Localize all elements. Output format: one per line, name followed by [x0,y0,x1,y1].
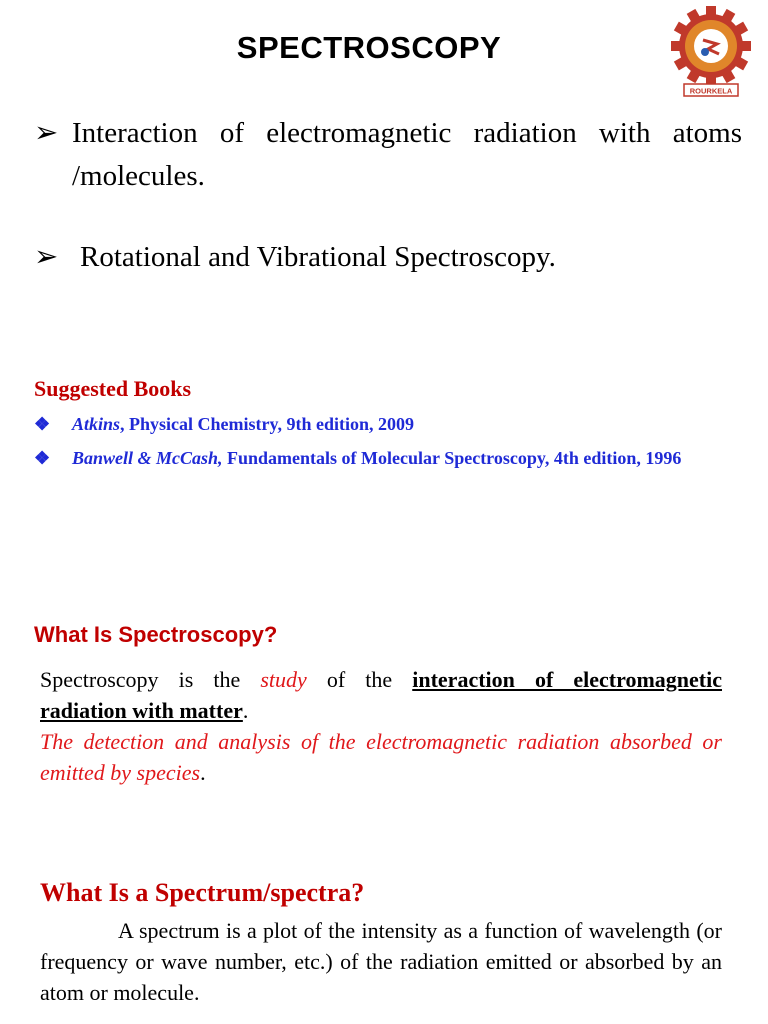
book-item-atkins [34,408,734,441]
diamond-bullet-icon: ❖ [34,448,51,468]
spectroscopy-definition [40,664,722,695]
detection-period: . [200,760,206,785]
bullet-text: Interaction of electromagnetic radiation with atoms /molecules. [72,117,742,192]
arrow-bullet-icon: ➢ [34,117,59,149]
bullet-text: Rotational and Vibrational Spectroscopy. [80,241,556,273]
definition-text: . [242,698,249,723]
definition-text: of the [306,667,413,692]
book-item-banwell [34,442,734,475]
detection-text: The detection and analysis of the electromagnetic radiation absorbed or emitted by species [40,729,722,785]
page-title: SPECTROSCOPY [236,30,502,65]
diamond-bullet-icon: ❖ [34,414,51,434]
book-title: Fundamentals of Molecular Spectroscopy, 4th edition, 1996 [222,448,682,468]
book-title: , Physical Chemistry, 9th edition, 2009 [120,414,415,434]
spectroscopy-detection [40,726,722,788]
definition-text: Spectroscopy is the [40,667,261,692]
definition-emphasis: interaction of electromagnetic [412,667,722,692]
book-author: Banwell & McCash, [72,448,223,468]
arrow-bullet-icon: ➢ [34,241,59,273]
what-is-spectrum-heading: What Is a Spectrum/spectra? [40,878,365,907]
gear-emblem-icon [668,6,754,98]
bullet-interaction [34,112,742,198]
study-emphasis: study [260,667,307,692]
spectrum-definition: A spectrum is a plot of the intensity as a function of wavelength (or frequency or wave number, etc.) of the radiation emitted or absorbed by an atom or molecule. [40,918,722,1005]
definition-emphasis: radiation with matter [40,698,243,723]
what-is-spectroscopy-heading: What Is Spectroscopy? [34,622,278,647]
spectroscopy-definition-cont [40,695,722,726]
svg-text:ROURKELA: ROURKELA [689,86,733,96]
institute-logo [668,6,754,98]
book-author: Atkins [72,414,121,434]
suggested-books-heading: Suggested Books [34,376,192,401]
bullet-rotational [34,236,742,279]
